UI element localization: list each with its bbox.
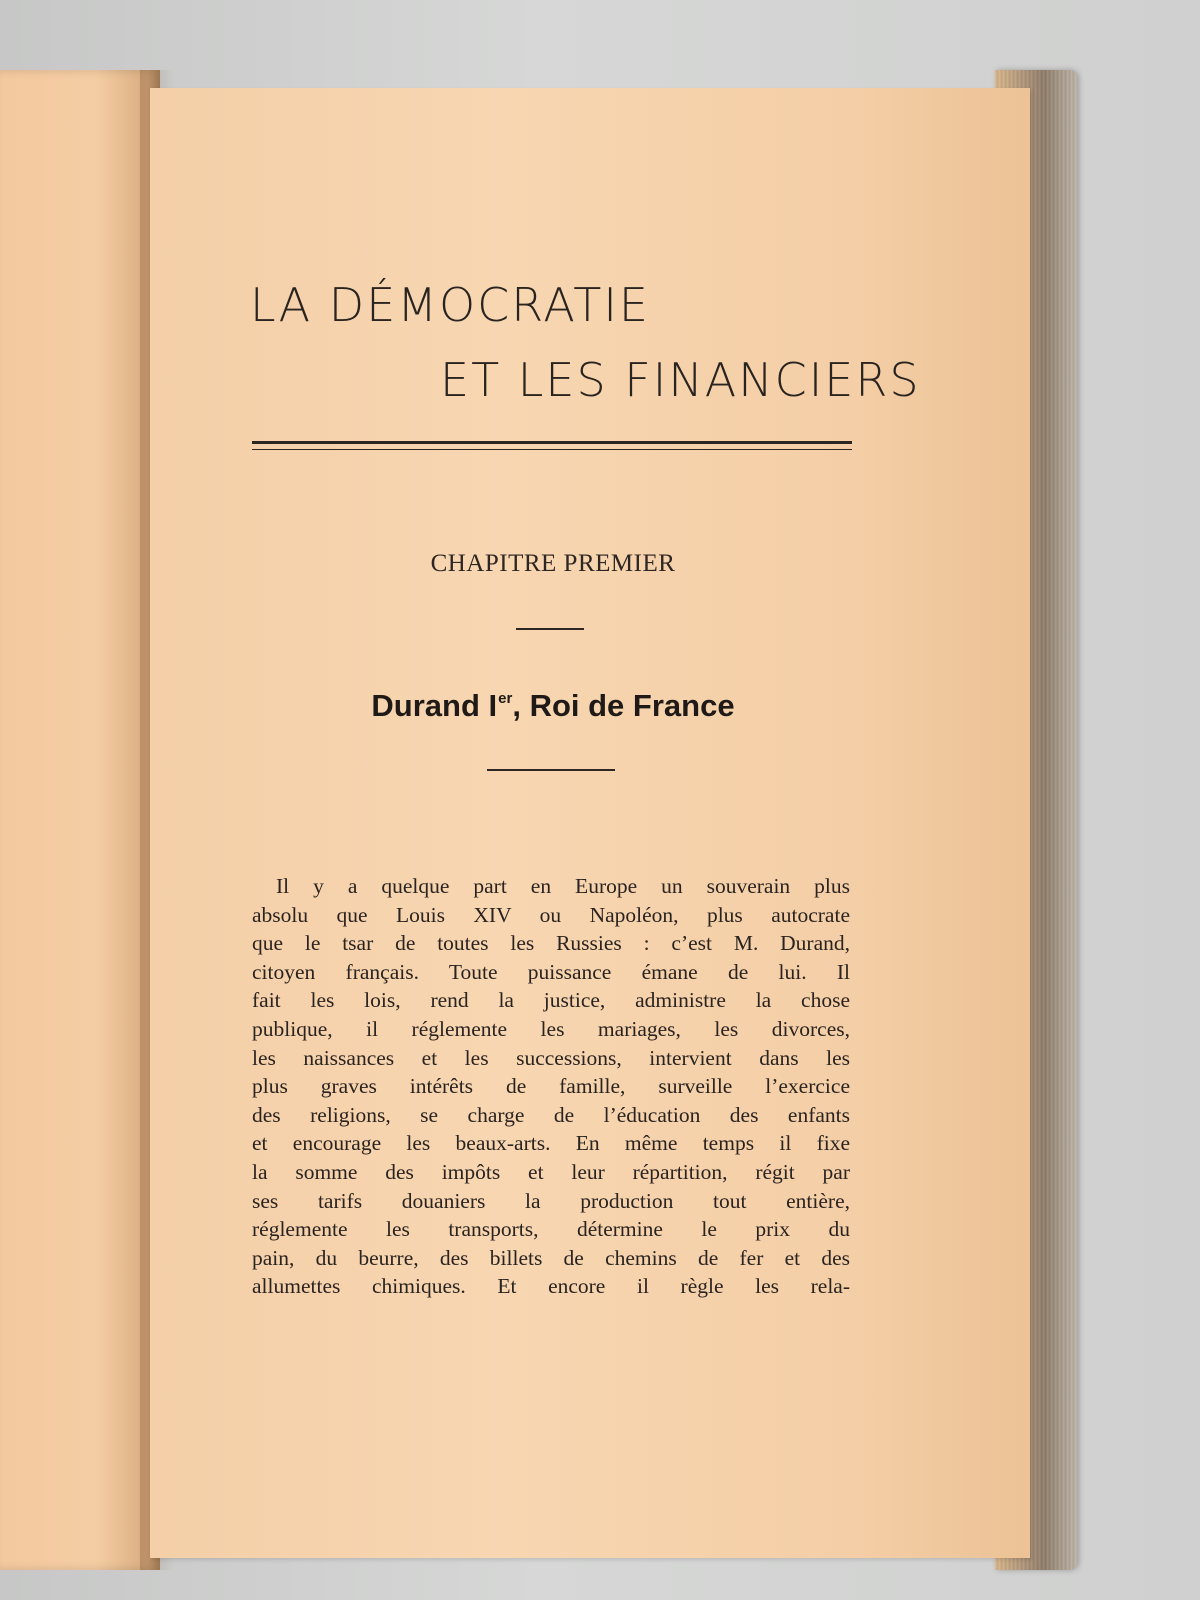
chapter-rule bbox=[516, 628, 584, 630]
heading-superscript: er bbox=[498, 690, 513, 707]
heading-main: Durand I bbox=[371, 688, 498, 723]
body-line: publique, il réglemente les mariages, les divorces, bbox=[252, 1016, 850, 1041]
body-line: allumettes chimiques. Et encore il règle les rela- bbox=[252, 1274, 850, 1299]
body-line: et encourage les beaux-arts. En même temps il fixe bbox=[252, 1131, 850, 1156]
body-line: plus graves intérêts de famille, surveille l’exercice bbox=[252, 1074, 850, 1099]
heading-rest: , Roi de France bbox=[512, 688, 735, 723]
chapter-heading bbox=[150, 688, 956, 724]
title-double-rule bbox=[252, 441, 852, 450]
body-line: des religions, se charge de l’éducation des enfants bbox=[252, 1102, 850, 1127]
body-line: absolu que Louis XIV ou Napoléon, plus autocrate bbox=[252, 902, 850, 927]
body-line: pain, du beurre, des billets de chemins de fer et des bbox=[252, 1245, 850, 1270]
body-line: ses tarifs douaniers la production tout entière, bbox=[252, 1188, 850, 1213]
right-page bbox=[150, 88, 1030, 1558]
body-line: réglemente les transports, détermine le prix du bbox=[252, 1217, 850, 1242]
body-line: fait les lois, rend la justice, administre la chose bbox=[252, 988, 850, 1013]
left-page bbox=[0, 70, 160, 1570]
body-line: que le tsar de toutes les Russies : c’est M. Durand, bbox=[252, 931, 850, 956]
book-title-line-1: LA DÉMOCRATIE bbox=[250, 278, 650, 332]
heading-rule bbox=[487, 769, 615, 771]
body-line: les naissances et les successions, intervient dans les bbox=[252, 1045, 850, 1070]
body-line: Il y a quelque part en Europe un souverain plus bbox=[276, 874, 850, 898]
chapter-label: CHAPITRE PREMIER bbox=[430, 550, 676, 577]
book-title-line-2: ET LES FINANCIERS bbox=[440, 353, 921, 407]
body-paragraph bbox=[252, 872, 850, 1301]
body-line: la somme des impôts et leur répartition, régit par bbox=[252, 1159, 850, 1184]
body-line: citoyen français. Toute puissance émane de lui. Il bbox=[252, 959, 850, 984]
